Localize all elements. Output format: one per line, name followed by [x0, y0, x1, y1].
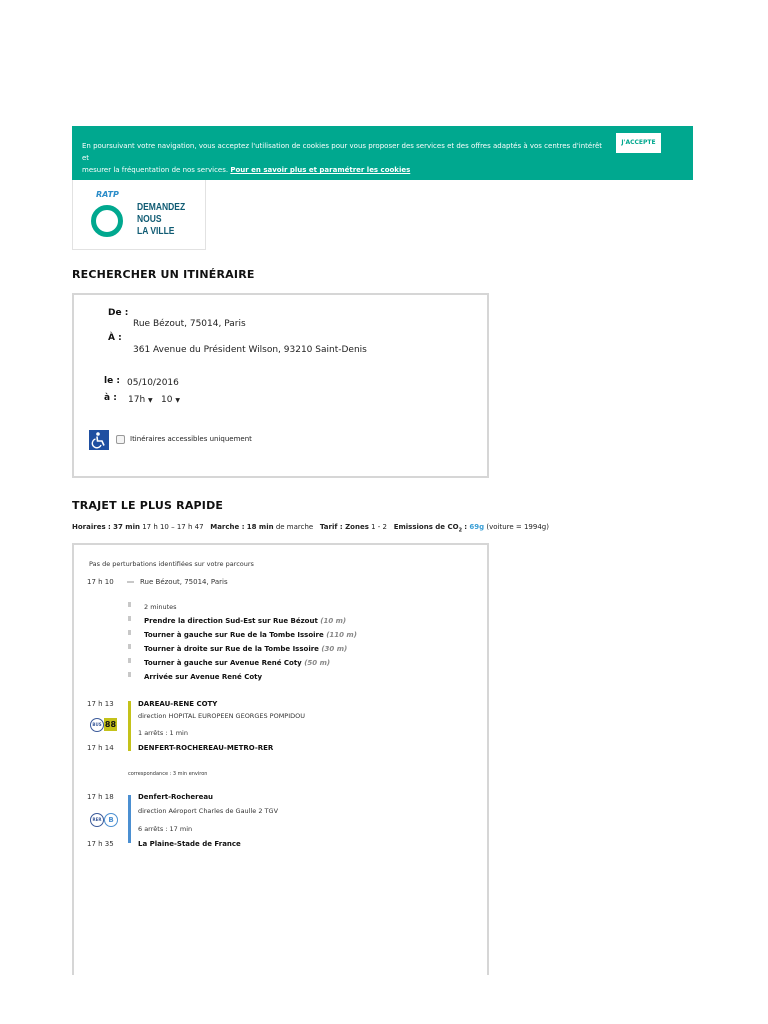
walk-step: [144, 631, 357, 639]
co2-subscript: 2: [458, 527, 463, 534]
trip-duration: 37 min: [113, 523, 140, 531]
rer-departure-time: 17 h 18: [87, 793, 114, 801]
to-label: À :: [108, 333, 122, 343]
bus-departure-time: 17 h 13: [87, 700, 114, 708]
emissions-label: Emissions de CO: [393, 523, 459, 531]
walk-duration: 2 minutes: [144, 603, 177, 611]
tarif-label: Tarif : Zones: [319, 523, 369, 531]
rer-line-badge: B: [104, 813, 118, 827]
time-label: à :: [104, 393, 117, 403]
hour-value: 17h: [128, 395, 146, 405]
wheelchair-icon: [89, 430, 109, 450]
walk-step-distance: (110 m): [326, 631, 357, 639]
marche-value: 18 min: [246, 523, 274, 531]
walk-step: [144, 659, 330, 667]
rer-departure-stop: Denfert-Rochereau: [138, 793, 214, 801]
walk-step: [144, 645, 347, 653]
bus-direction: direction HOPITAL EUROPEEN GEORGES POMPIDOU: [138, 712, 306, 720]
accessible-label: Itinéraires accessibles uniquement: [130, 435, 252, 443]
result-title: TRAJET LE PLUS RAPIDE: [72, 499, 224, 512]
bus-departure-stop: DAREAU-RENE COTY: [138, 700, 218, 708]
trip-summary: [72, 523, 549, 533]
logo-line1: DEMANDEZ: [137, 202, 186, 213]
bus-line-badge: 88: [104, 720, 117, 729]
cookie-text-line1: En poursuivant votre navigation, vous acceptez l'utilisation de cookies pour vous proposer des services et des offres adaptés à vos centres d'intérêt et: [82, 142, 602, 162]
walk-step-text: Tourner à gauche sur Rue de la Tombe Issoire: [144, 631, 324, 639]
date-field[interactable]: 05/10/2016: [127, 378, 179, 388]
rer-direction: direction Aéroport Charles de Gaulle 2 TGV: [138, 807, 279, 815]
marche-label: Marche :: [210, 523, 245, 531]
walk-dash: [128, 630, 131, 635]
walk-dash: [128, 672, 131, 677]
horaires-label: Horaires :: [72, 523, 111, 531]
bus-arrival-time: 17 h 14: [87, 744, 114, 752]
bus-arrival-stop: DENFERT-ROCHEREAU-METRO-RER: [138, 744, 274, 752]
ratp-brand: RATP: [96, 190, 119, 199]
walk-step-distance: (30 m): [321, 645, 348, 653]
accept-cookies-button[interactable]: J'ACCEPTE: [616, 133, 661, 153]
walk-dash: [128, 658, 131, 663]
walk-dash: [128, 602, 131, 607]
tarif-zones: 1 - 2: [371, 523, 387, 531]
walk-dash: [128, 616, 131, 621]
minute-value: 10: [161, 395, 173, 405]
start-marker: [127, 581, 134, 583]
walk-step: [144, 673, 262, 681]
walk-step-distance: (10 m): [320, 617, 347, 625]
walk-step: [144, 617, 346, 625]
from-field[interactable]: Rue Bézout, 75014, Paris: [133, 319, 246, 329]
search-title: RECHERCHER UN ITINÉRAIRE: [72, 268, 255, 281]
logo-words: [137, 202, 185, 238]
start-place: Rue Bézout, 75014, Paris: [140, 578, 228, 586]
itinerary-panel: [72, 543, 489, 975]
disruption-notice: Pas de perturbations identifiées sur votre parcours: [89, 560, 254, 568]
transfer-info: correspondance : 3 min environ: [128, 771, 208, 777]
search-form: [72, 293, 489, 478]
cookie-settings-link[interactable]: Pour en savoir plus et paramétrer les cookies: [230, 166, 411, 174]
rer-stops: 6 arrêts : 17 min: [138, 825, 193, 833]
marche-suffix: de marche: [275, 523, 314, 531]
walk-step-distance: (50 m): [304, 659, 331, 667]
minute-select[interactable]: [161, 395, 180, 405]
walk-step-text: Prendre la direction Sud-Est sur Rue Bézout: [144, 617, 318, 625]
walk-step-text: Tourner à droite sur Rue de la Tombe Issoire: [144, 645, 319, 653]
accessible-checkbox[interactable]: [116, 435, 125, 444]
rer-mode-icon: RER: [90, 813, 104, 827]
to-field[interactable]: 361 Avenue du Président Wilson, 93210 Saint-Denis: [133, 345, 367, 355]
rer-arrival-time: 17 h 35: [87, 840, 114, 848]
bus-mode-icon: BUS: [90, 718, 104, 732]
walk-step-text: Arrivée sur Avenue René Coty: [144, 673, 263, 681]
logo-line3: LA VILLE: [137, 226, 175, 237]
co2-value: 69g: [469, 523, 485, 531]
bus-line-bar: [128, 701, 131, 751]
rer-arrival-stop: La Plaine-Stade de France: [138, 840, 241, 848]
hour-select[interactable]: [128, 395, 153, 405]
cookie-text: [82, 140, 602, 176]
emissions-colon: :: [464, 523, 468, 531]
walk-step-text: Tourner à gauche sur Avenue René Coty: [144, 659, 302, 667]
walk-dash: [128, 644, 131, 649]
start-time: 17 h 10: [87, 578, 114, 586]
trip-range: 17 h 10 – 17 h 47: [142, 523, 204, 531]
bus-stops: 1 arrêts : 1 min: [138, 729, 188, 737]
ratp-logo[interactable]: [72, 180, 206, 250]
date-label: le :: [104, 376, 120, 386]
minute-chevron-down-icon: ▼: [175, 397, 180, 404]
car-comparison: (voiture = 1994g): [486, 523, 549, 531]
hour-chevron-down-icon: ▼: [148, 397, 153, 404]
ratp-ring-icon: [91, 205, 123, 237]
logo-line2: NOUS: [137, 214, 162, 225]
cookie-text-line2: mesurer la fréquentation de nos services.: [82, 166, 229, 174]
rer-line-bar: [128, 795, 131, 843]
cookie-banner: [72, 126, 693, 180]
from-label: De :: [108, 308, 129, 318]
